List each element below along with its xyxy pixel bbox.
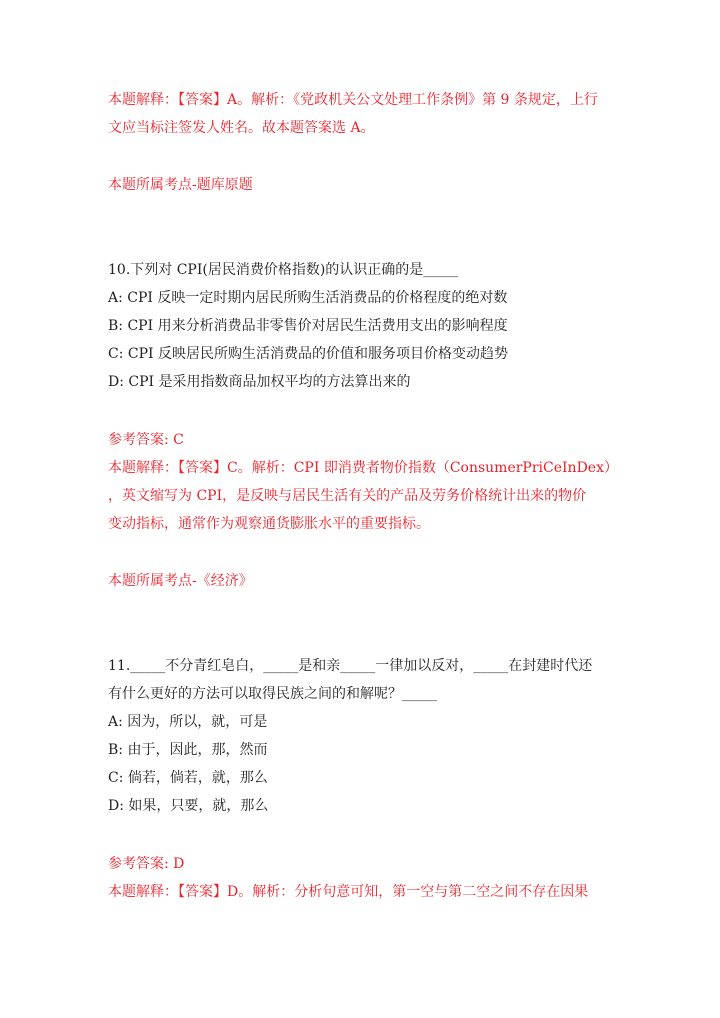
explanation-line: 本题解释：【答案】C。解析：CPI 即消费者物价指数（ConsumerPriCeInDex）: [108, 460, 618, 476]
option-b: B: 由于，因此，那，然而: [108, 742, 268, 758]
question-10: [108, 256, 616, 396]
option-d: D: 如果，只要，就，那么: [108, 798, 269, 814]
option-c: C: 倘若，倘若，就，那么: [108, 770, 268, 786]
question-stem: 11._____不分青红皂白，_____是和亲_____一律加以反对，_____在封建时代还: [108, 658, 593, 674]
previous-topic-tag: 本题所属考点-题库原题: [108, 177, 253, 193]
option-b: B: CPI 用来分析消费品非零售价对居民生活费用支出的影响程度: [108, 318, 508, 334]
previous-explanation: [108, 86, 616, 142]
explanation-line: ，英文缩写为 CPI，是反映与居民生活有关的产品及劳务价格统计出来的物价: [108, 488, 587, 504]
explanation-line: 文应当标注签发人姓名。故本题答案选 A。: [108, 120, 375, 136]
option-d: D: CPI 是采用指数商品加权平均的方法算出来的: [108, 374, 411, 390]
option-c: C: CPI 反映居民所购生活消费品的价值和服务项目价格变动趋势: [108, 346, 508, 362]
question-11-solution: [108, 850, 616, 906]
explanation-line: 本题解释：【答案】A。解析：《党政机关公文处理工作条例》第 9 条规定，上行: [108, 92, 598, 108]
option-a: A: CPI 反映一定时期内居民所购生活消费品的价格程度的绝对数: [108, 290, 508, 306]
question-10-topic-tag: 本题所属考点-《经济》: [108, 573, 253, 589]
explanation-line: 本题解释：【答案】D。解析：分析句意可知，第一空与第二空之间不存在因果: [108, 884, 589, 900]
question-11: [108, 652, 616, 820]
question-stem: 有什么更好的方法可以取得民族之间的和解呢？_____: [108, 686, 437, 702]
question-stem: 10.下列对 CPI(居民消费价格指数)的认识正确的是_____: [108, 262, 459, 278]
explanation-line: 变动指标，通常作为观察通货膨胀水平的重要指标。: [108, 516, 430, 532]
question-10-solution: [108, 426, 616, 538]
reference-answer: 参考答案: D: [108, 856, 185, 872]
reference-answer: 参考答案: C: [108, 432, 184, 448]
option-a: A: 因为，所以，就，可是: [108, 714, 268, 730]
